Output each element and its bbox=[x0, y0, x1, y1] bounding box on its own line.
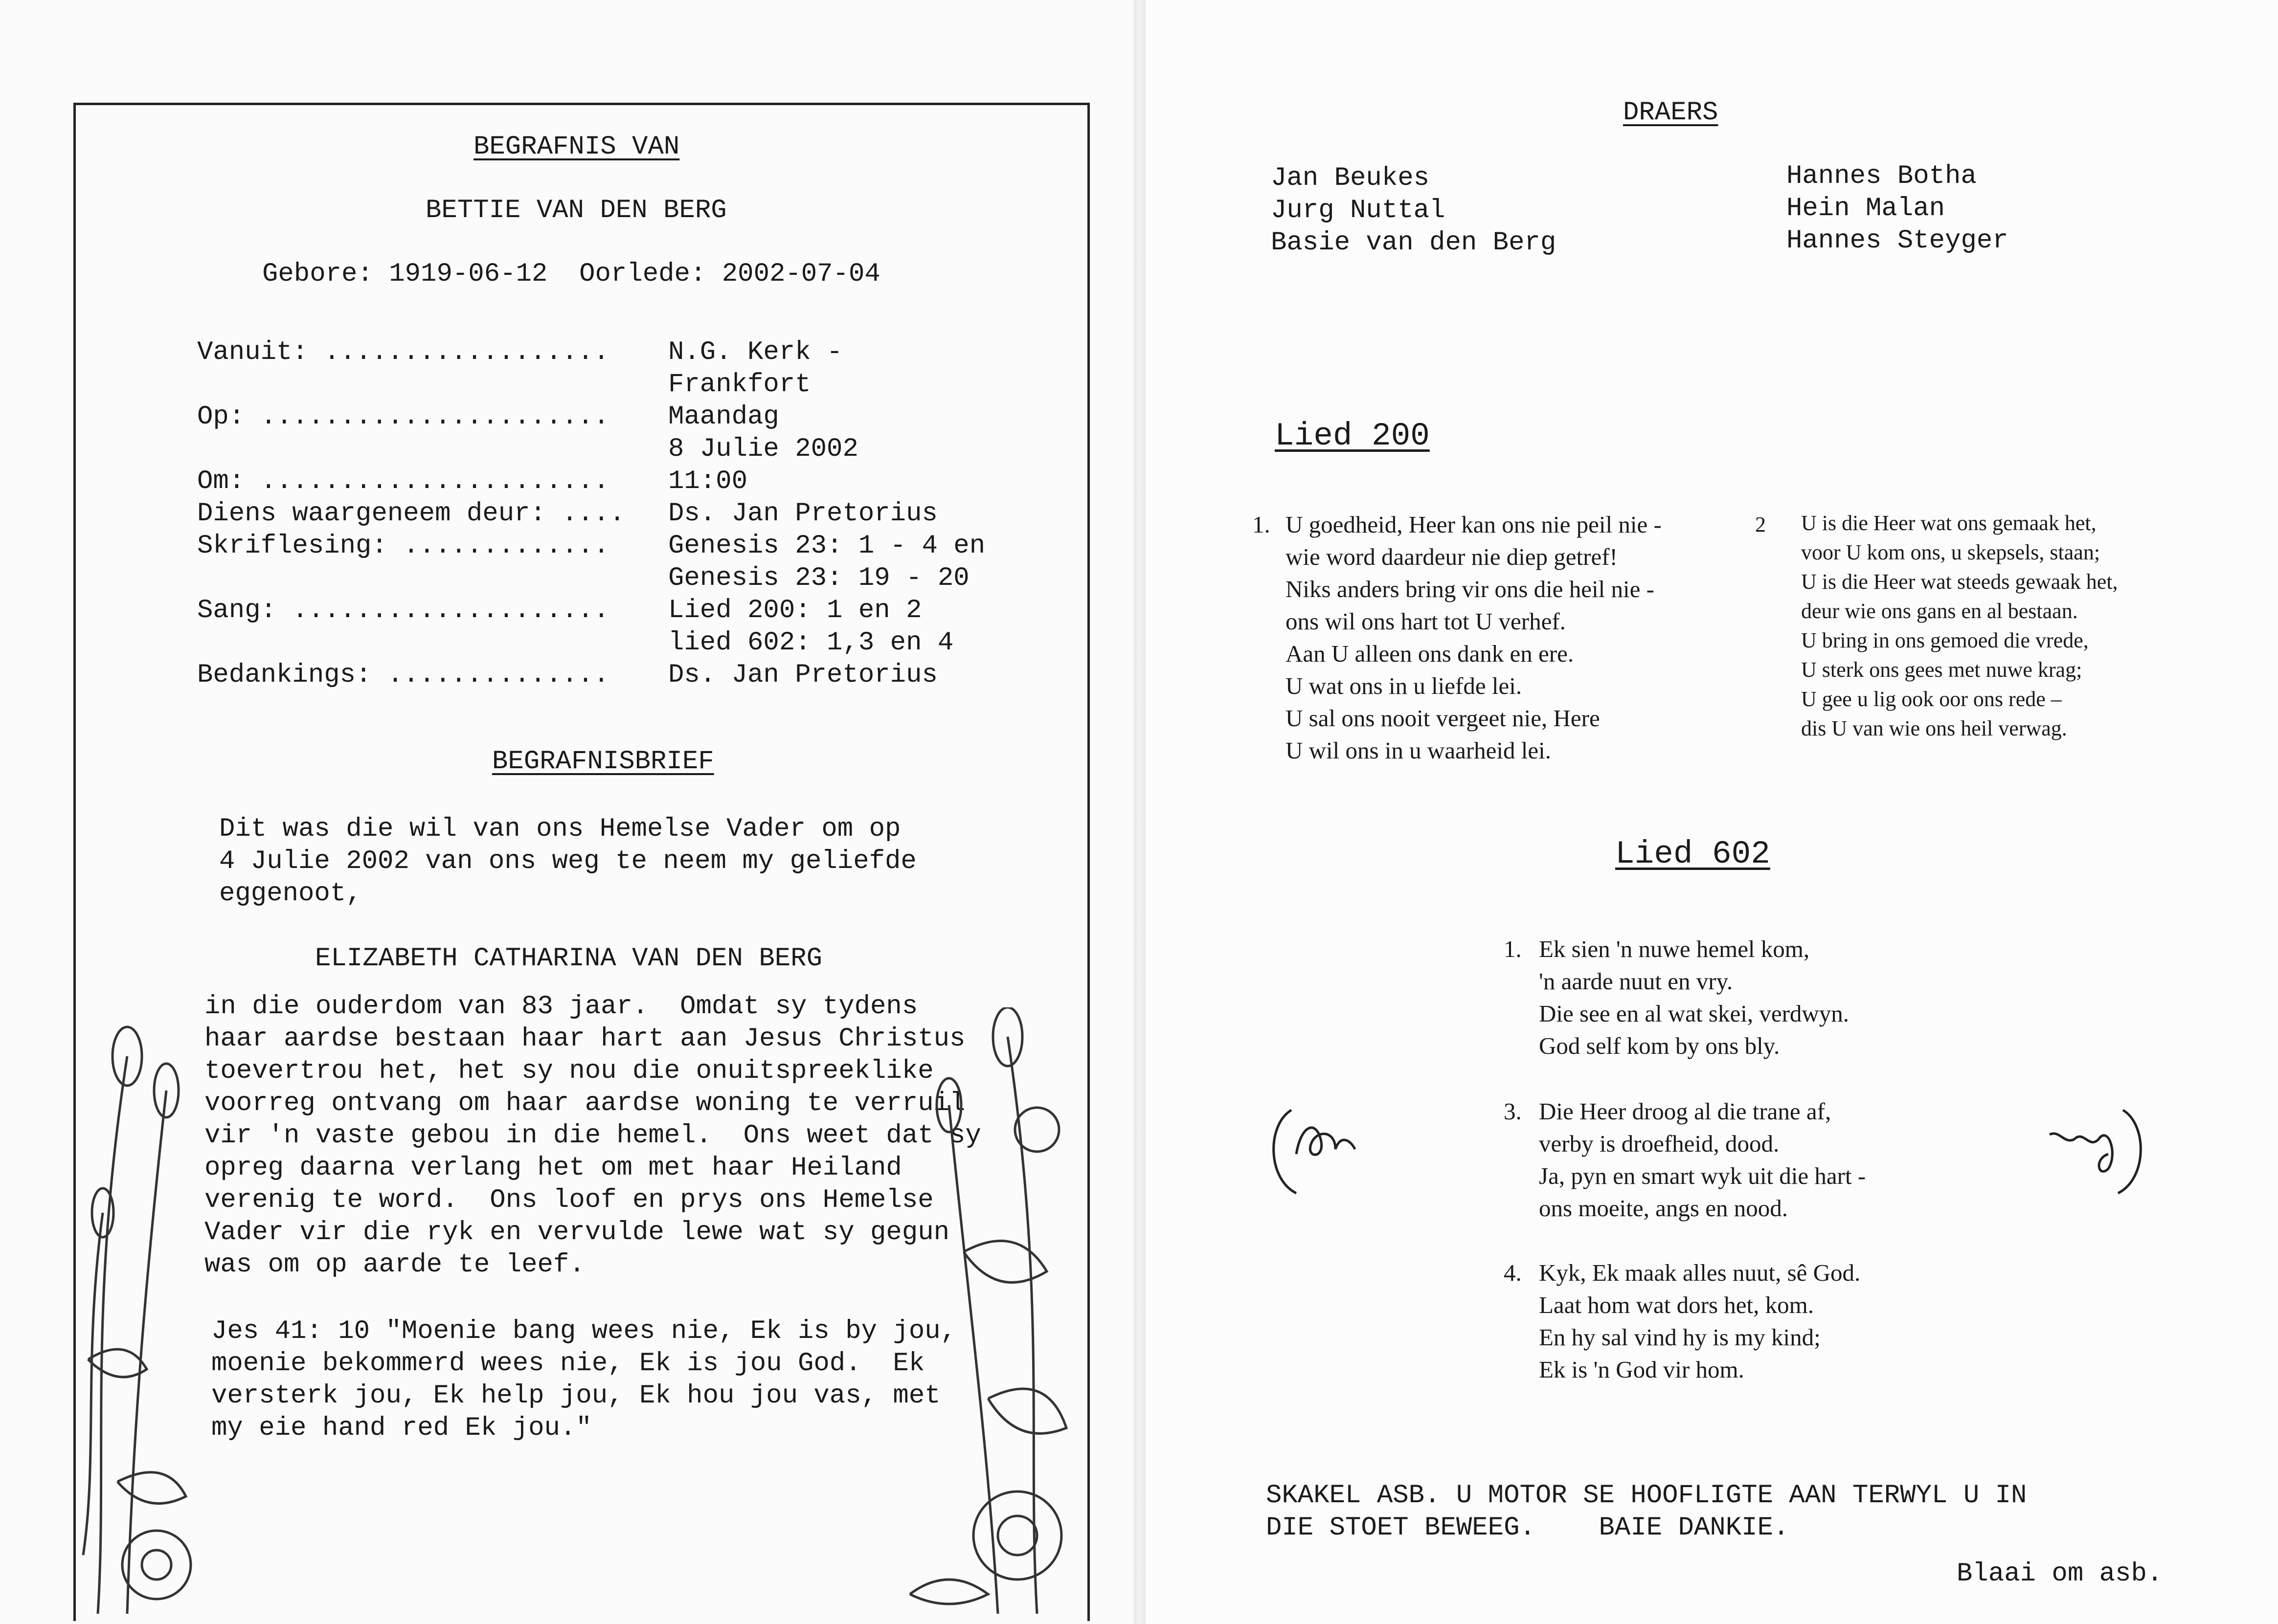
detail-value: 11:00 bbox=[668, 467, 748, 496]
hymn-200-stanza-1: U goedheid, Heer kan ons nie peil nie - wie word daardeur nie diep getref! Niks anders bring vir ons die heil nie - ons wil ons hart tot U verhef. Aan U alleen ons dank en ere. U wat ons in u liefde lei. U sal ons nooit vergeet nie, Here U wil ons in u waarheid lei. bbox=[1286, 511, 1662, 764]
swirl-ornament-left bbox=[1262, 1095, 1379, 1203]
floral-ornament-left bbox=[68, 1017, 215, 1619]
birth-death-dates: Gebore: 1919-06-12 Oorlede: 2002-07-04 bbox=[262, 259, 880, 289]
detail-label: Skriflesing: ............. bbox=[197, 531, 609, 561]
detail-label: Bedankings: .............. bbox=[197, 660, 609, 690]
hymn-200-stanza-2: U is die Heer wat ons gemaak het, voor U kom ons, u skepsels, staan; U is die Heer wat steeds gewaak het, deur wie ons gans en al bestaan. U bring in ons gemoed die vrede, U sterk ons gees met nuwe krag; U gee u lig ook oor ons rede – dis U van wie ons heil verwag. bbox=[1801, 511, 2118, 740]
swirl-ornament-right bbox=[2035, 1095, 2152, 1203]
letter-intro: Dit was die wil van ons Hemelse Vader om op 4 Julie 2002 van ons weg te neem my geliefde eggenoot, bbox=[219, 814, 917, 909]
scripture-verse: Jes 41: 10 "Moenie bang wees nie, Ek is by jou, moenie bekommerd wees nie, Ek is jou God. Ek versterk jou, Ek help jou, Ek hou jou vas, met my eie hand red Ek jou." bbox=[211, 1316, 957, 1443]
detail-label: Vanuit: .................. bbox=[197, 337, 609, 367]
stanza-number: 3. bbox=[1504, 1098, 1522, 1125]
detail-value: N.G. Kerk - Frankfort bbox=[668, 337, 843, 400]
detail-label: Op: ...................... bbox=[197, 402, 609, 432]
bearers-title: DRAERS bbox=[1623, 98, 1718, 128]
detail-value: Maandag 8 Julie 2002 bbox=[668, 402, 858, 464]
page-fold bbox=[1134, 0, 1146, 1624]
stanza-number: 2 bbox=[1755, 512, 1766, 536]
floral-ornament-right bbox=[890, 1007, 1096, 1619]
detail-value: Lied 200: 1 en 2 lied 602: 1,3 en 4 bbox=[668, 596, 954, 658]
deceased-name: BETTIE VAN DEN BERG bbox=[426, 196, 727, 225]
funeral-heading: BEGRAFNIS VAN bbox=[474, 132, 680, 162]
turn-page-note: Blaai om asb. bbox=[1957, 1559, 2163, 1589]
hymn-602-stanza-4: Kyk, Ek maak alles nuut, sê God. Laat hom wat dors het, kom. En hy sal vind hy is my kind; Ek is 'n God vir hom. bbox=[1539, 1259, 1861, 1383]
hymn-200-title: Lied 200 bbox=[1275, 418, 1430, 454]
detail-value: Ds. Jan Pretorius bbox=[668, 499, 938, 529]
deceased-full-name: ELIZABETH CATHARINA VAN DEN BERG bbox=[315, 944, 822, 974]
hymn-602-stanza-1: Ek sien 'n nuwe hemel kom, 'n aarde nuut en vry. Die see en al wat skei, verdwyn. God self kom by ons bly. bbox=[1539, 935, 1849, 1059]
stanza-number: 1. bbox=[1504, 935, 1522, 962]
hymn-602-title: Lied 602 bbox=[1615, 836, 1770, 872]
detail-label: Om: ...................... bbox=[197, 467, 609, 496]
hymn-602-stanza-3: Die Heer droog al die trane af, verby is droefheid, dood. Ja, pyn en smart wyk uit die hart - ons moeite, angs en nood. bbox=[1539, 1098, 1866, 1222]
letter-body: in die ouderdom van 83 jaar. Omdat sy tydens haar aardse bestaan haar hart aan Jesus Christus toevertrou het, het sy nou die onuitspreeklike voorreg ontvang om haar aardse woning te verruil vir 'n vaste gebou in die hemel. Ons weet dat sy opreg daarna verlang het om met haar Heiland verenig te word. Ons loof en prys ons Hemelse Vader vir die ryk en vervulde lewe wat sy gegun was om op aarde te leef. bbox=[204, 992, 981, 1280]
detail-label: Diens waargeneem deur: .... bbox=[197, 499, 625, 529]
detail-value: Genesis 23: 1 - 4 en Genesis 23: 19 - 20 bbox=[668, 531, 986, 593]
bearers-list-1: Jan Beukes Jurg Nuttal Basie van den Berg bbox=[1271, 163, 1556, 258]
letter-title: BEGRAFNISBRIEF bbox=[492, 747, 714, 777]
stanza-number: 1. bbox=[1252, 511, 1270, 538]
detail-value: Ds. Jan Pretorius bbox=[668, 660, 938, 690]
stanza-number: 4. bbox=[1504, 1259, 1522, 1286]
bearers-list-2: Hannes Botha Hein Malan Hannes Steyger bbox=[1786, 161, 2008, 256]
headlights-notice: SKAKEL ASB. U MOTOR SE HOOFLIGTE AAN TERWYL U IN DIE STOET BEWEEG. BAIE DANKIE. bbox=[1266, 1481, 2027, 1543]
detail-label: Sang: .................... bbox=[197, 596, 609, 625]
